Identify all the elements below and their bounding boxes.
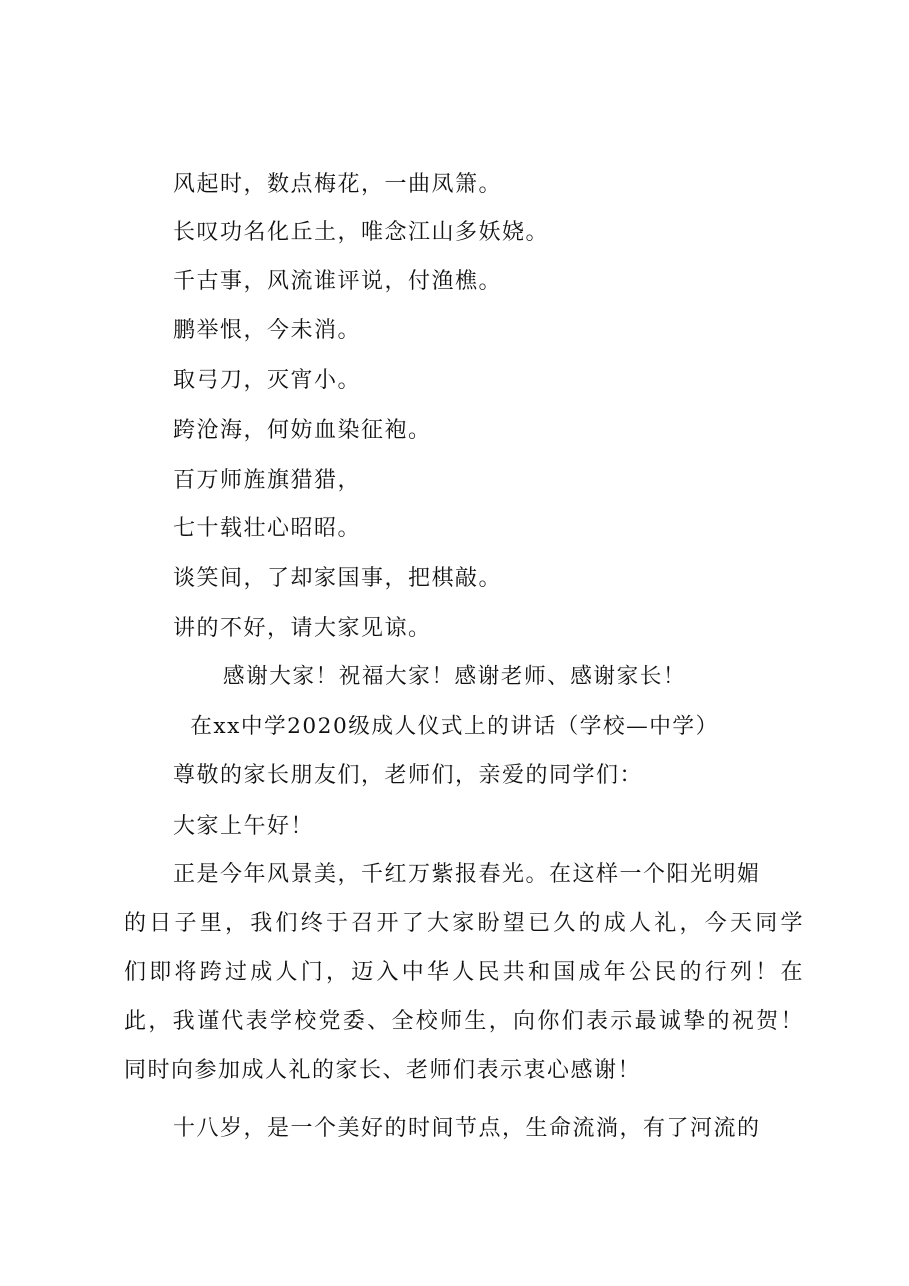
thanks-line: 感谢大家！祝福大家！感谢老师、感谢家长！ bbox=[222, 664, 687, 689]
poem-line: 鹏举恨，今未消。 bbox=[173, 318, 362, 343]
greeting: 大家上午好！ bbox=[173, 814, 315, 839]
paragraph-line: 十八岁，是一个美好的时间节点，生命流淌，有了河流的 bbox=[173, 1116, 761, 1141]
salutation: 尊敬的家长朋友们，老师们，亲爱的同学们： bbox=[173, 763, 644, 788]
poem-line: 百万师旌旗猎猎， bbox=[173, 468, 362, 493]
poem-line: 千古事，风流谁评说，付渔樵。 bbox=[173, 269, 503, 294]
poem-line: 跨沧海，何妨血染征袍。 bbox=[173, 418, 432, 443]
poem-line: 取弓刀，灭宵小。 bbox=[173, 368, 362, 393]
speech-title: 在xx中学2020级成人仪式上的讲话（学校—中学） bbox=[190, 714, 719, 739]
poem-line: 长叹功名化丘土，唯念江山多妖娆。 bbox=[173, 220, 550, 245]
poem-line: 谈笑间，了却家国事，把棋敲。 bbox=[173, 566, 503, 591]
paragraph-line: 正是今年风景美，千红万紫报春光。在这样一个阳光明媚 bbox=[173, 862, 761, 887]
poem-line: 讲的不好，请大家见谅。 bbox=[173, 616, 432, 641]
paragraph-line: 的日子里，我们终于召开了大家盼望已久的成人礼，今天同学 bbox=[124, 911, 804, 936]
paragraph-line: 们即将跨过成人门，迈入中华人民共和国成年公民的行列！在 bbox=[124, 960, 804, 985]
poem-line: 风起时，数点梅花，一曲凤箫。 bbox=[173, 172, 503, 197]
paragraph-line: 同时向参加成人礼的家长、老师们表示衷心感谢！ bbox=[124, 1058, 642, 1083]
paragraph-line: 此，我谨代表学校党委、全校师生，向你们表示最诚挚的祝贺！ bbox=[124, 1009, 804, 1034]
poem-line: 七十载壮心昭昭。 bbox=[173, 516, 362, 541]
